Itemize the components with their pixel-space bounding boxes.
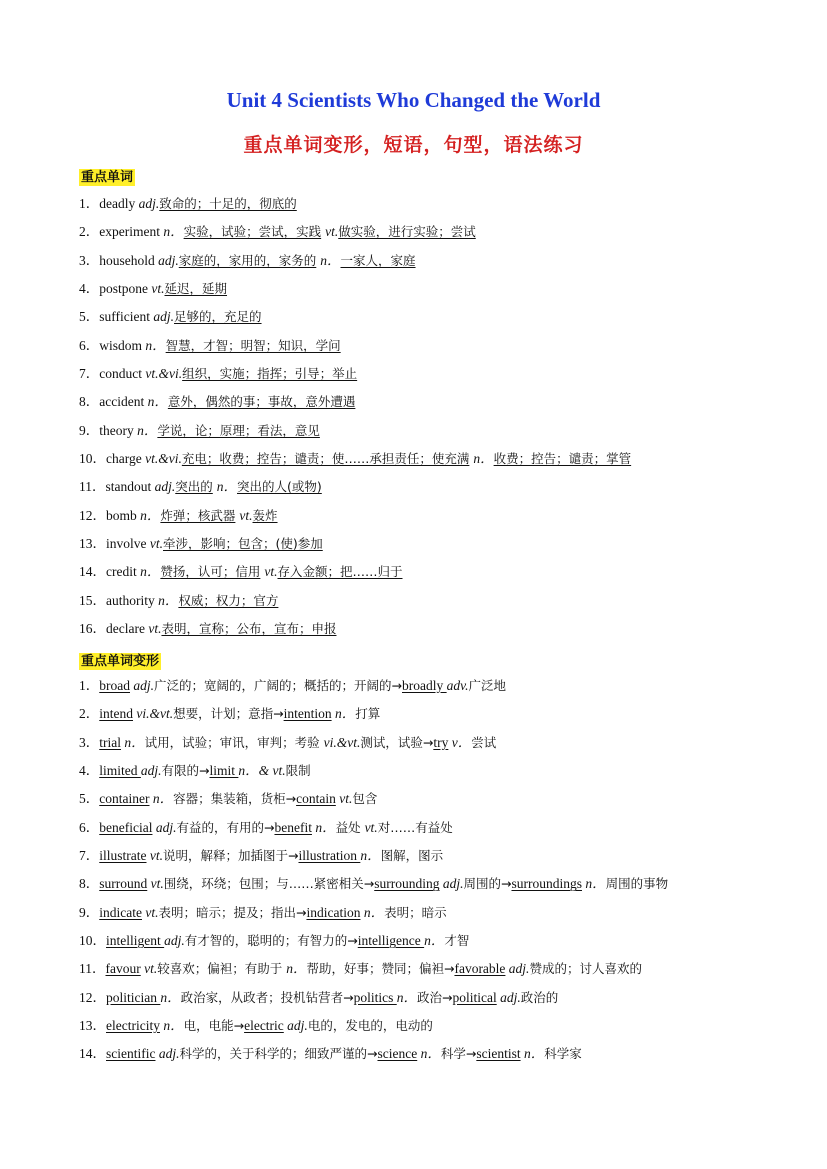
definition: 科学家 — [544, 1046, 582, 1062]
part-of-speech: n． — [163, 224, 184, 240]
part-of-speech: n． — [159, 1018, 184, 1034]
part-of-speech: n． — [286, 961, 307, 977]
definition: 科学→ — [440, 1046, 477, 1062]
part-of-speech: n． — [424, 933, 445, 949]
definition: 电的，发电的，电动的 — [307, 1018, 433, 1034]
definition: 赞成的；讨人喜欢的 — [529, 961, 642, 977]
word-form: political — [452, 989, 497, 1005]
definition: 想要，计划；意指→ — [173, 706, 284, 722]
definition: 打算 — [355, 706, 381, 722]
part-of-speech: vt. — [146, 848, 163, 864]
word-form: favorable — [454, 961, 506, 977]
part-of-speech: n． — [320, 252, 341, 268]
definition: 才智 — [444, 933, 470, 949]
part-of-speech: vt. — [149, 536, 163, 552]
part-of-speech: adj. — [130, 678, 155, 693]
definition: 周围的事物 — [605, 876, 669, 892]
word-form: surround — [99, 876, 148, 892]
part-of-speech: n． — [311, 819, 336, 835]
part-of-speech: adj. — [439, 876, 464, 892]
meaning: 突出的 — [175, 479, 213, 495]
part-of-speech: vt. — [141, 904, 159, 920]
word-form: container — [99, 791, 150, 807]
list-item — [79, 335, 631, 363]
part-of-speech: n． — [581, 876, 606, 892]
item-number: 11． — [79, 961, 106, 977]
list-item — [79, 618, 631, 646]
list-item — [79, 533, 631, 561]
definition: 表明；暗示 — [384, 904, 447, 920]
part-of-speech: n． — [158, 592, 179, 608]
part-of-speech: adj. — [140, 763, 162, 779]
word-forms-list — [79, 675, 668, 1072]
word-form: limit — [209, 763, 239, 779]
list-item — [79, 448, 631, 476]
list-item — [79, 675, 668, 703]
word-form: intend — [99, 706, 133, 722]
item-number: 12． — [79, 989, 106, 1005]
definition: 试用，试验；审讯，审判；考验 — [144, 734, 324, 750]
list-item — [79, 221, 631, 249]
item-number: 3． — [79, 734, 100, 750]
item-number: 13． — [79, 1018, 106, 1034]
item-number: 14． — [79, 564, 106, 580]
word-form: broad — [99, 678, 130, 693]
definition: 容器；集装箱，货柜→ — [173, 791, 297, 807]
word: bomb — [106, 507, 141, 523]
item-number: 9． — [79, 422, 100, 438]
meaning: 足够的，充足的 — [174, 309, 262, 325]
item-number: 2． — [79, 706, 100, 722]
word: wisdom — [99, 337, 146, 353]
word-form: politics — [353, 989, 397, 1005]
part-of-speech: n． — [396, 989, 417, 1005]
part-of-speech: adj. — [153, 309, 175, 325]
list-item — [79, 363, 631, 391]
word-form: illustration — [298, 848, 361, 864]
meaning: 延迟，延期 — [164, 281, 228, 297]
definition: 有才智的，聪明的；有智力的→ — [184, 933, 358, 949]
part-of-speech: adj. — [496, 989, 521, 1005]
part-of-speech: n． — [140, 564, 161, 580]
part-of-speech: vt. — [147, 876, 164, 892]
word: credit — [106, 564, 141, 580]
meaning: 实验，试验；尝试，实践 — [183, 224, 322, 240]
item-number: 3． — [79, 252, 100, 268]
word: experiment — [99, 224, 164, 240]
definition: 政治→ — [416, 989, 453, 1005]
list-item — [79, 817, 668, 845]
part-of-speech: n． — [147, 394, 168, 410]
definition: 政治家，从政者；投机钻营者→ — [180, 989, 354, 1005]
meaning: 学说，论；原理；看法，意见 — [157, 422, 320, 438]
list-item — [79, 987, 668, 1015]
part-of-speech: n． — [149, 791, 174, 807]
definition: 电，电能→ — [183, 1018, 245, 1034]
word-form: illustrate — [99, 848, 147, 864]
part-of-speech: adj. — [283, 1018, 308, 1034]
section-heading-label: 重点单词 — [81, 170, 134, 185]
definition: 对……有益处 — [377, 819, 453, 835]
meaning: 突出的人(或物) — [237, 479, 322, 495]
word-form: intention — [283, 706, 332, 722]
list-item — [79, 788, 668, 816]
meaning: 意外，偶然的事；事故，意外遭遇 — [167, 394, 356, 410]
document-title: Unit 4 Scientists Who Changed the World — [226, 88, 601, 112]
part-of-speech: vt. — [239, 507, 253, 523]
list-item — [79, 703, 668, 731]
meaning: 智慧，才智；明智；知识，学问 — [165, 337, 341, 353]
list-item — [79, 561, 631, 589]
part-of-speech: vi.&vt. — [323, 734, 361, 750]
definition: 益处 — [335, 819, 365, 835]
list-item — [79, 391, 631, 419]
section-heading-word-forms — [79, 650, 161, 670]
word: authority — [106, 592, 159, 608]
part-of-speech: n．& — [238, 763, 273, 779]
part-of-speech: n． — [520, 1046, 545, 1062]
word-form: surroundings — [511, 876, 582, 892]
word-form: science — [377, 1046, 418, 1062]
word-form: try — [433, 734, 449, 750]
word: standout — [105, 479, 155, 495]
list-item — [79, 732, 668, 760]
item-number: 1． — [79, 678, 100, 693]
word-form: trial — [99, 734, 121, 750]
word: postpone — [99, 281, 152, 297]
definition: 图解，图示 — [380, 848, 444, 864]
list-item — [79, 193, 631, 221]
meaning: 表明，宣称；公布，宣布；申报 — [161, 621, 337, 637]
definition: 周围的→ — [463, 876, 512, 892]
list-item — [79, 420, 631, 448]
item-number: 13． — [79, 536, 106, 552]
meaning: 收费；控告；谴责；掌管 — [493, 451, 632, 467]
part-of-speech: adv. — [446, 678, 469, 693]
definition: 广泛的；宽阔的，广阔的；概括的；开阔的→ — [154, 678, 402, 693]
definition: 包含 — [352, 791, 378, 807]
list-item — [79, 873, 668, 901]
list-item — [79, 902, 668, 930]
meaning: 炸弹；核武器 — [160, 507, 236, 523]
word: conduct — [99, 366, 146, 382]
part-of-speech: adj. — [158, 252, 179, 268]
item-number: 4． — [79, 763, 100, 779]
item-number: 8． — [79, 876, 100, 892]
definition: 帮助，好事；赞同；偏袒→ — [306, 961, 455, 977]
word-form: indication — [306, 904, 361, 920]
part-of-speech: vt.&vi. — [145, 451, 182, 467]
list-item — [79, 306, 631, 334]
definition: 有限的→ — [161, 763, 210, 779]
meaning: 做实验，进行实验；尝试 — [338, 224, 476, 240]
word-form: intelligent — [106, 933, 165, 949]
list-item — [79, 1043, 668, 1071]
section-heading-key-words — [79, 166, 135, 186]
part-of-speech: vt.&vi. — [145, 366, 183, 382]
definition: 有益的，有用的→ — [176, 819, 275, 835]
part-of-speech: adj. — [505, 961, 530, 977]
definition: 广泛地 — [468, 678, 507, 693]
list-item — [79, 845, 668, 873]
word-form: scientist — [476, 1046, 521, 1062]
item-number: 9． — [79, 904, 100, 920]
list-item — [79, 250, 631, 278]
list-item — [79, 1015, 668, 1043]
meaning: 权威；权力；官方 — [178, 592, 279, 608]
part-of-speech: vt. — [325, 224, 339, 240]
item-number: 15． — [79, 592, 106, 608]
word-form: indicate — [99, 904, 142, 920]
item-number: 7． — [79, 366, 100, 382]
part-of-speech: n． — [121, 734, 145, 750]
part-of-speech: n． — [360, 904, 385, 920]
meaning: 家庭的，家用的，家务的 — [178, 252, 317, 268]
definition: 科学的，关于科学的；细致严谨的→ — [179, 1046, 378, 1062]
part-of-speech: n． — [140, 507, 161, 523]
word-form: beneficial — [99, 819, 153, 835]
list-item — [79, 505, 631, 533]
word-form: favour — [105, 961, 141, 977]
word-form: limited — [99, 763, 141, 779]
part-of-speech: adj. — [152, 819, 177, 835]
meaning: 充电；收费；控告；谴责；使……承担责任；使充满 — [181, 451, 470, 467]
part-of-speech: n． — [331, 706, 356, 722]
item-number: 5． — [79, 309, 100, 325]
definition: 测试，试验→ — [360, 734, 434, 750]
document-subtitle: 重点单词变形，短语，句型，语法练习 — [243, 134, 584, 156]
meaning: 致命的；十足的，彻底的 — [159, 196, 297, 211]
item-number: 10． — [79, 933, 106, 949]
definition: 限制 — [285, 763, 311, 779]
meaning: 一家人，家庭 — [340, 252, 416, 268]
part-of-speech: n． — [417, 1046, 441, 1062]
item-number: 4． — [79, 281, 100, 297]
part-of-speech: adj. — [154, 479, 176, 495]
word: household — [99, 252, 159, 268]
meaning: 牵涉，影响；包含；(使)参加 — [163, 536, 323, 552]
list-item — [79, 590, 631, 618]
item-number: 16． — [79, 621, 106, 637]
part-of-speech: adj. — [164, 933, 185, 949]
part-of-speech: n． — [473, 451, 494, 467]
item-number: 6． — [79, 819, 100, 835]
list-item — [79, 958, 668, 986]
definition: 说明，解释；加插图于→ — [163, 848, 299, 864]
section-heading-label: 重点单词变形 — [81, 654, 160, 669]
definition: 政治的 — [520, 989, 559, 1005]
word-form: scientific — [106, 1046, 156, 1062]
word-form: contain — [296, 791, 336, 807]
item-number: 8． — [79, 394, 100, 410]
part-of-speech: n． — [216, 479, 238, 495]
item-number: 6． — [79, 337, 100, 353]
list-item — [79, 278, 631, 306]
item-number: 5． — [79, 791, 100, 807]
part-of-speech: vt. — [335, 791, 353, 807]
word-form: intelligence — [357, 933, 425, 949]
word: sufficient — [99, 309, 154, 325]
item-number: 1． — [79, 196, 100, 211]
definition: 表明；暗示；提及；指出→ — [158, 904, 307, 920]
part-of-speech: vt. — [272, 763, 286, 779]
item-number: 14． — [79, 1046, 106, 1062]
word: accident — [99, 394, 148, 410]
part-of-speech: vt. — [364, 819, 378, 835]
meaning: 存入金额；把……归于 — [277, 564, 403, 580]
part-of-speech: n． — [145, 337, 166, 353]
word-form: benefit — [274, 819, 312, 835]
key-words-list — [79, 193, 631, 647]
meaning: 轰炸 — [252, 507, 278, 523]
item-number: 7． — [79, 848, 100, 864]
part-of-speech: v． — [448, 734, 472, 750]
part-of-speech: adj. — [155, 1046, 180, 1062]
part-of-speech: n． — [137, 422, 158, 438]
part-of-speech: vt. — [151, 281, 165, 297]
part-of-speech: n． — [160, 989, 181, 1005]
meaning: 组织，实施；指挥；引导；举止 — [182, 366, 358, 382]
word: charge — [106, 451, 146, 467]
part-of-speech: vt. — [148, 621, 162, 637]
word-form: electric — [244, 1018, 284, 1034]
part-of-speech: vt. — [140, 961, 158, 977]
list-item — [79, 930, 668, 958]
word: involve — [106, 536, 150, 552]
word-form: broadly — [402, 678, 447, 693]
item-number: 10． — [79, 451, 106, 467]
item-number: 2． — [79, 224, 100, 240]
word-form: surrounding — [374, 876, 440, 892]
word-form: electricity — [106, 1018, 160, 1034]
item-number: 12． — [79, 507, 106, 523]
list-item — [79, 476, 631, 504]
part-of-speech: n． — [360, 848, 381, 864]
item-number: 11． — [79, 479, 106, 495]
list-item — [79, 760, 668, 788]
definition: 围绕，环绕；包围；与……紧密相关→ — [163, 876, 375, 892]
word: theory — [99, 422, 138, 438]
word-form: politician — [106, 989, 161, 1005]
part-of-speech: vt. — [264, 564, 278, 580]
word: deadly — [99, 196, 139, 211]
definition: 尝试 — [471, 734, 497, 750]
part-of-speech: adj. — [138, 196, 160, 211]
word: declare — [106, 621, 149, 637]
part-of-speech: vi.&vt. — [133, 706, 174, 722]
meaning: 赞扬，认可；信用 — [160, 564, 261, 580]
definition: 较喜欢；偏袒；有助于 — [157, 961, 287, 977]
